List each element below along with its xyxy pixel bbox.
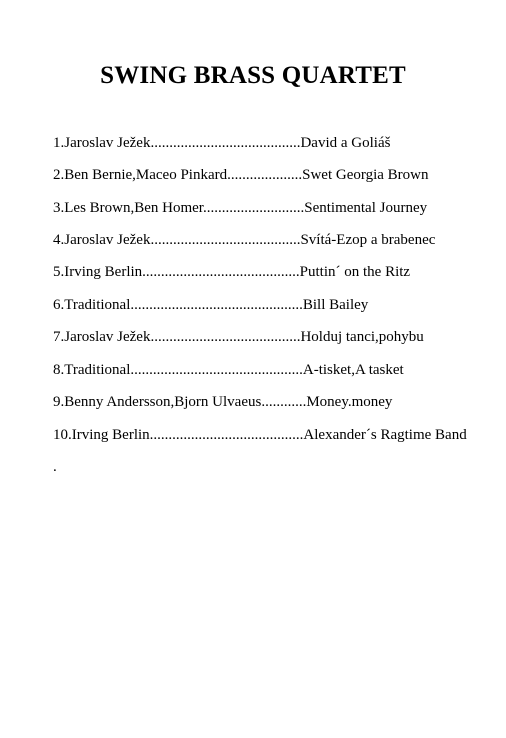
- composer: 7.Jaroslav Ježek: [53, 329, 151, 345]
- dot-leader: ....................: [227, 167, 303, 183]
- program-entry: [53, 263, 410, 281]
- program-entry: [53, 166, 429, 184]
- piece-title: Alexander´s Ragtime Band: [303, 427, 467, 443]
- program-entry: [53, 361, 404, 379]
- composer: 10.Irving Berlin: [53, 427, 150, 443]
- trailing-period: .: [53, 459, 57, 475]
- piece-title: Money.money: [306, 394, 393, 410]
- composer: 1.Jaroslav Ježek: [53, 135, 151, 151]
- composer: 4.Jaroslav Ježek: [53, 232, 151, 248]
- composer: 6.Traditional: [53, 297, 131, 313]
- program-entry: [53, 393, 392, 411]
- composer: 2.Ben Bernie,Maceo Pinkard: [53, 167, 228, 183]
- piece-title: A-tisket,A tasket: [302, 362, 404, 378]
- dot-leader: ..........................................: [142, 264, 300, 280]
- dot-leader: ............: [261, 394, 307, 410]
- document-title: SWING BRASS QUARTET: [100, 62, 406, 89]
- piece-title: Holduj tanci,pohybu: [300, 329, 424, 345]
- piece-title: Puttin´ on the Ritz: [299, 264, 411, 280]
- piece-title: Sentimental Journey: [304, 200, 428, 216]
- dot-leader: ...........................: [202, 200, 305, 216]
- program-entry: [53, 199, 427, 217]
- composer: 5.Irving Berlin: [53, 264, 143, 280]
- piece-title: Bill Bailey: [302, 297, 369, 313]
- dot-leader: .........................................: [149, 427, 304, 443]
- dot-leader: ..............................................: [130, 297, 303, 313]
- composer: 3.Les Brown,Ben Homer: [53, 200, 203, 216]
- dot-leader: ..............................................: [130, 362, 303, 378]
- composer: 8.Traditional: [53, 362, 131, 378]
- piece-title: Swet Georgia Brown: [302, 167, 429, 183]
- program-entry: [53, 231, 435, 249]
- dot-leader: ........................................: [150, 135, 301, 151]
- program-entry: [53, 328, 424, 346]
- program-entry: [53, 296, 368, 314]
- piece-title: David a Goliáš: [300, 135, 391, 151]
- composer: 9.Benny Andersson,Bjorn Ulvaeus: [53, 394, 262, 410]
- dot-leader: ........................................: [150, 329, 301, 345]
- program-entry: [53, 134, 390, 152]
- piece-title: Svítá-Ezop a brabenec: [300, 232, 436, 248]
- program-entry: [53, 426, 467, 444]
- dot-leader: ........................................: [150, 232, 301, 248]
